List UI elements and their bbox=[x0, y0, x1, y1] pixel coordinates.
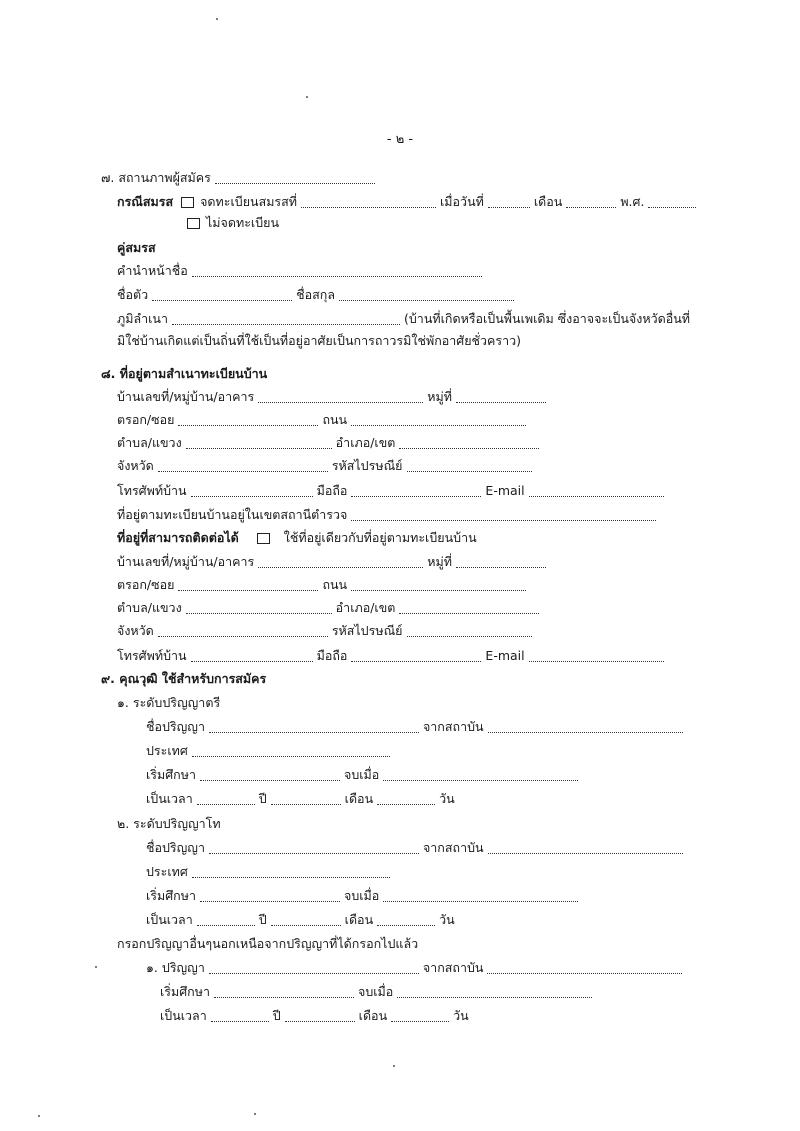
contact-soi-field[interactable] bbox=[178, 578, 318, 591]
reg-subdistrict-field[interactable] bbox=[186, 436, 332, 449]
bachelor-days-field[interactable] bbox=[377, 792, 435, 805]
contact-soi-row bbox=[117, 575, 530, 595]
subdistrict-label: ตำบล/แขวง bbox=[117, 600, 182, 615]
registered-option-label: จดทะเบียนสมรสที่ bbox=[200, 194, 298, 209]
house-no-label: บ้านเลขที่/หมู่บ้าน/อาคาร bbox=[117, 554, 255, 569]
registered-at-field[interactable] bbox=[301, 195, 436, 208]
moo-label: หมู่ที่ bbox=[427, 554, 452, 569]
contact-heading: ที่อยู่ที่สามารถติดต่อได้ bbox=[117, 530, 239, 545]
section7-row bbox=[101, 168, 379, 188]
bachelor-end-field[interactable] bbox=[383, 768, 578, 781]
master-start-field[interactable] bbox=[200, 889, 340, 902]
end-label: จบเมื่อ bbox=[344, 888, 380, 903]
province-label: จังหวัด bbox=[117, 458, 154, 473]
other-months-field[interactable] bbox=[285, 1009, 355, 1022]
institution-label: จากสถาบัน bbox=[422, 840, 484, 855]
mobile-label: มือถือ bbox=[316, 483, 348, 498]
hometown-row bbox=[117, 309, 690, 329]
master-years-field[interactable] bbox=[197, 913, 255, 926]
unregistered-option-label: ไม่จดทะเบียน bbox=[206, 215, 279, 230]
house-no-label: บ้านเลขที่/หมู่บ้าน/อาคาร bbox=[117, 389, 255, 404]
other-degree-row bbox=[146, 958, 686, 978]
start-label: เริ่มศึกษา bbox=[146, 767, 196, 782]
province-label: จังหวัด bbox=[117, 623, 154, 638]
days-label: วัน bbox=[439, 912, 455, 927]
bachelor-institution-field[interactable] bbox=[488, 720, 683, 733]
spouse-first-name-field[interactable] bbox=[152, 288, 292, 301]
bachelor-start-field[interactable] bbox=[200, 768, 340, 781]
page-number: - ๒ - bbox=[386, 132, 414, 147]
scan-speck bbox=[306, 96, 308, 98]
district-label: อำเภอ/เขต bbox=[335, 600, 396, 615]
police-station-label: ที่อยู่ตามทะเบียนบ้านอยู่ในเขตสถานีตำรวจ bbox=[117, 507, 348, 522]
spouse-name-row bbox=[117, 285, 518, 305]
reg-postal-field[interactable] bbox=[407, 459, 532, 472]
bachelor-country-row bbox=[146, 741, 394, 761]
contact-phone-row bbox=[117, 646, 668, 666]
duration-label: เป็นเวลา bbox=[146, 912, 193, 927]
institution-label: จากสถาบัน bbox=[422, 960, 484, 975]
contact-province-row bbox=[117, 621, 536, 641]
first-name-label: ชื่อตัว bbox=[117, 287, 149, 302]
country-label: ประเทศ bbox=[146, 743, 188, 758]
email-label: E-mail bbox=[485, 648, 525, 663]
unregistered-checkbox[interactable] bbox=[187, 218, 200, 229]
title-label: คำนำหน้าชื่อ bbox=[117, 263, 188, 278]
married-row bbox=[117, 192, 700, 212]
year-label: พ.ศ. bbox=[620, 194, 645, 209]
bachelor-country-field[interactable] bbox=[192, 744, 390, 757]
contact-postal-field[interactable] bbox=[407, 624, 532, 637]
contact-mobile-field[interactable] bbox=[351, 649, 481, 662]
reg-house-row bbox=[117, 387, 550, 407]
other-degree-field[interactable] bbox=[209, 961, 419, 974]
district-label: อำเภอ/เขต bbox=[335, 435, 396, 450]
scan-speck bbox=[393, 1065, 395, 1067]
reg-soi-field[interactable] bbox=[178, 413, 318, 426]
contact-moo-field[interactable] bbox=[456, 555, 546, 568]
hometown-note-1: (บ้านที่เกิดหรือเป็นพื้นเพเดิม ซึ่งอาจจะเป็นจังหวัดอื่นที่ bbox=[404, 311, 691, 326]
contact-road-field[interactable] bbox=[351, 578, 526, 591]
years-label: ปี bbox=[258, 791, 267, 806]
soi-label: ตรอก/ซอย bbox=[117, 577, 175, 592]
reg-subdistrict-row bbox=[117, 433, 543, 453]
bachelor-duration-row bbox=[146, 789, 455, 809]
spouse-heading: คู่สมรส bbox=[117, 240, 156, 255]
soi-label: ตรอก/ซอย bbox=[117, 412, 175, 427]
reg-district-field[interactable] bbox=[399, 436, 539, 449]
hometown-field[interactable] bbox=[172, 312, 400, 325]
other-start-field[interactable] bbox=[214, 985, 354, 998]
same-address-label: ใช้ที่อยู่เดียวกับที่อยู่ตามทะเบียนบ้าน bbox=[283, 530, 477, 545]
contact-house-row bbox=[117, 552, 550, 572]
other-institution-field[interactable] bbox=[487, 961, 682, 974]
contact-email-field[interactable] bbox=[529, 649, 664, 662]
contact-district-field[interactable] bbox=[399, 601, 539, 614]
degree-name-label: ชื่อปริญญา bbox=[146, 840, 205, 855]
moo-label: หมู่ที่ bbox=[427, 389, 452, 404]
end-label: จบเมื่อ bbox=[344, 767, 380, 782]
spouse-last-name-field[interactable] bbox=[339, 288, 514, 301]
years-label: ปี bbox=[272, 1008, 281, 1023]
master-days-field[interactable] bbox=[377, 913, 435, 926]
other-days-field[interactable] bbox=[391, 1009, 449, 1022]
months-label: เดือน bbox=[344, 912, 374, 927]
duration-label: เป็นเวลา bbox=[146, 791, 193, 806]
home-phone-label: โทรศัพท์บ้าน bbox=[117, 648, 187, 663]
reg-road-field[interactable] bbox=[351, 413, 526, 426]
bachelor-degree-row bbox=[146, 717, 687, 737]
months-label: เดือน bbox=[358, 1008, 388, 1023]
unregistered-row bbox=[187, 213, 279, 233]
reg-home-phone-field[interactable] bbox=[191, 484, 313, 497]
police-station-row bbox=[117, 505, 660, 525]
bachelor-period-row bbox=[146, 765, 582, 785]
same-address-checkbox[interactable] bbox=[257, 533, 270, 544]
email-label: E-mail bbox=[485, 483, 525, 498]
section8-heading: ๘. ที่อยู่ตามสำเนาทะเบียนบ้าน bbox=[101, 366, 268, 381]
contact-heading-row bbox=[117, 528, 477, 548]
reg-house-no-field[interactable] bbox=[258, 390, 423, 403]
day-field[interactable] bbox=[488, 195, 530, 208]
contact-subdistrict-field[interactable] bbox=[186, 601, 332, 614]
postal-label: รหัสไปรษณีย์ bbox=[331, 623, 403, 638]
spouse-title-field[interactable] bbox=[192, 264, 482, 277]
reg-phone-row bbox=[117, 481, 668, 501]
month-field[interactable] bbox=[566, 195, 616, 208]
master-duration-row bbox=[146, 910, 455, 930]
institution-label: จากสถาบัน bbox=[422, 719, 484, 734]
duration-label: เป็นเวลา bbox=[160, 1008, 207, 1023]
section7-heading: ๗. สถานภาพผู้สมัคร bbox=[101, 170, 211, 185]
section9-heading: ๙. คุณวุฒิ ใช้สำหรับการสมัคร bbox=[101, 671, 267, 686]
scan-speck bbox=[216, 18, 218, 20]
master-degree-row bbox=[146, 838, 687, 858]
contact-subdistrict-row bbox=[117, 598, 543, 618]
months-label: เดือน bbox=[344, 791, 374, 806]
road-label: ถนน bbox=[322, 412, 348, 427]
bachelor-heading: ๑. ระดับปริญญาตรี bbox=[117, 695, 221, 710]
home-phone-label: โทรศัพท์บ้าน bbox=[117, 483, 187, 498]
master-end-field[interactable] bbox=[383, 889, 578, 902]
subdistrict-label: ตำบล/แขวง bbox=[117, 435, 182, 450]
reg-email-field[interactable] bbox=[529, 484, 664, 497]
reg-soi-row bbox=[117, 410, 530, 430]
start-label: เริ่มศึกษา bbox=[146, 888, 196, 903]
reg-province-field[interactable] bbox=[158, 459, 328, 472]
years-label: ปี bbox=[258, 912, 267, 927]
master-months-field[interactable] bbox=[271, 913, 341, 926]
master-heading: ๒. ระดับปริญญาโท bbox=[117, 816, 221, 831]
police-station-field[interactable] bbox=[351, 508, 656, 521]
master-institution-field[interactable] bbox=[488, 841, 683, 854]
master-country-field[interactable] bbox=[192, 865, 390, 878]
reg-moo-field[interactable] bbox=[456, 390, 546, 403]
scan-speck bbox=[95, 966, 97, 968]
month-label: เดือน bbox=[533, 194, 563, 209]
bachelor-degree-field[interactable] bbox=[209, 720, 419, 733]
scan-speck bbox=[38, 1115, 40, 1117]
master-period-row bbox=[146, 886, 582, 906]
registered-checkbox[interactable] bbox=[181, 197, 194, 208]
other-duration-row bbox=[160, 1006, 469, 1026]
other-years-field[interactable] bbox=[211, 1009, 269, 1022]
married-label: กรณีสมรส bbox=[117, 194, 174, 209]
road-label: ถนน bbox=[322, 577, 348, 592]
master-country-row bbox=[146, 862, 394, 882]
on-date-label: เมื่อวันที่ bbox=[440, 194, 484, 209]
days-label: วัน bbox=[439, 791, 455, 806]
other-end-field[interactable] bbox=[397, 985, 592, 998]
country-label: ประเทศ bbox=[146, 864, 188, 879]
reg-province-row bbox=[117, 456, 536, 476]
contact-house-no-field[interactable] bbox=[258, 555, 423, 568]
contact-province-field[interactable] bbox=[158, 624, 328, 637]
contact-home-phone-field[interactable] bbox=[191, 649, 313, 662]
other-degree-label: ๑. ปริญญา bbox=[146, 960, 205, 975]
start-label: เริ่มศึกษา bbox=[160, 984, 210, 999]
bachelor-years-field[interactable] bbox=[197, 792, 255, 805]
postal-label: รหัสไปรษณีย์ bbox=[331, 458, 403, 473]
hometown-note-2: มิใช่บ้านเกิดแต่เป็นถิ่นที่ใช้เป็นที่อยู่อาศัยเป็นการถาวรมิใช่พักอาศัยชั่วคราว) bbox=[117, 333, 522, 348]
scan-speck bbox=[254, 1113, 256, 1115]
hometown-label: ภูมิลำเนา bbox=[117, 311, 168, 326]
master-degree-field[interactable] bbox=[209, 841, 419, 854]
other-degrees-heading: กรอกปริญญาอื่นๆนอกเหนือจากปริญญาที่ได้กรอกไปแล้ว bbox=[117, 936, 419, 951]
spouse-title-row bbox=[117, 261, 486, 281]
last-name-label: ชื่อสกุล bbox=[296, 287, 335, 302]
other-period-row bbox=[160, 982, 596, 1002]
bachelor-months-field[interactable] bbox=[271, 792, 341, 805]
end-label: จบเมื่อ bbox=[358, 984, 394, 999]
reg-mobile-field[interactable] bbox=[351, 484, 481, 497]
year-field[interactable] bbox=[648, 195, 696, 208]
applicant-status-field[interactable] bbox=[215, 171, 375, 184]
days-label: วัน bbox=[453, 1008, 469, 1023]
mobile-label: มือถือ bbox=[316, 648, 348, 663]
degree-name-label: ชื่อปริญญา bbox=[146, 719, 205, 734]
